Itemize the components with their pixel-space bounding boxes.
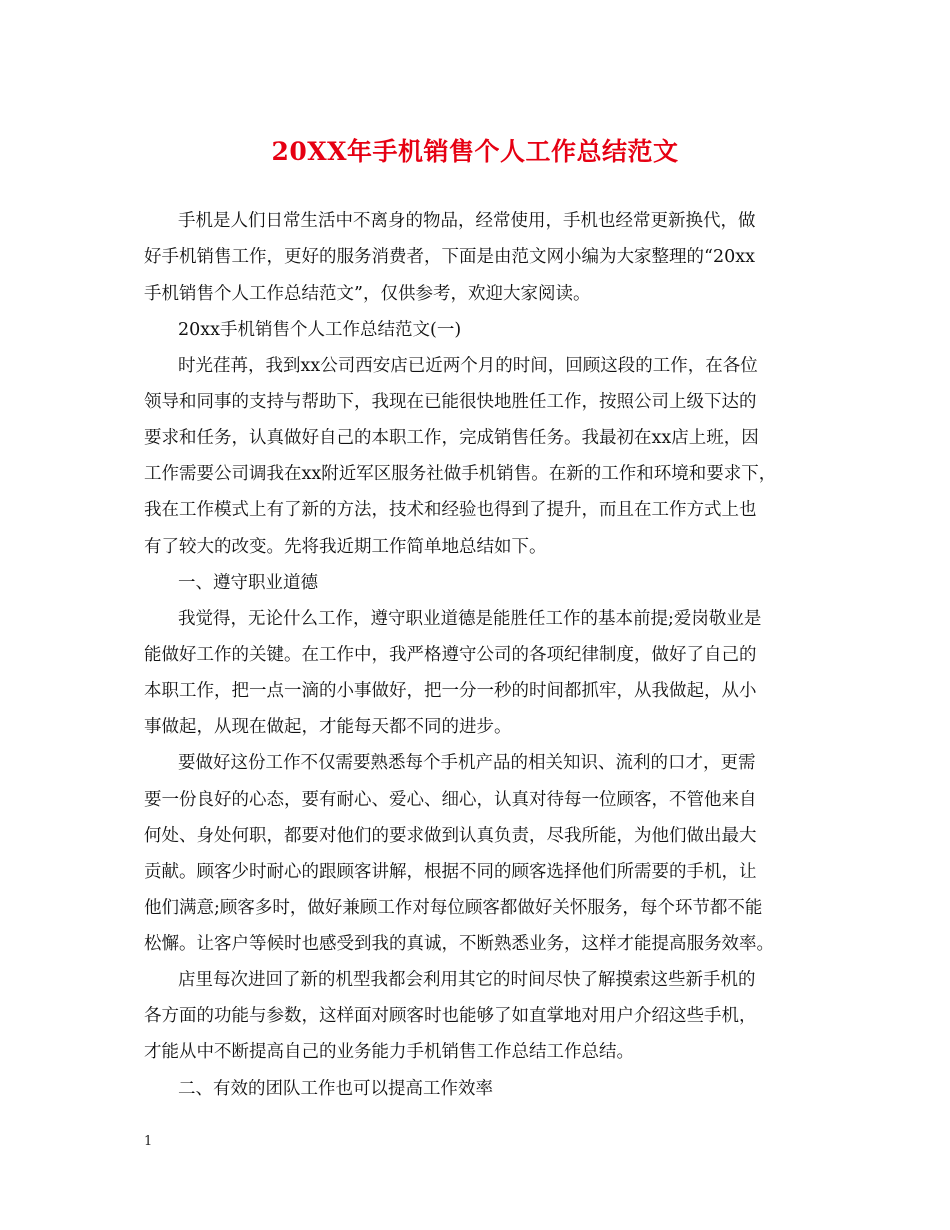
paragraph-line: 他们满意;顾客多时，做好兼顾工作对每位顾客都做好关怀服务，每个环节都不能 <box>144 898 763 918</box>
paragraph-line: 要做好这份工作不仅需要熟悉每个手机产品的相关知识、流利的口才，更需 <box>178 753 756 773</box>
paragraph-line: 手机是人们日常生活中不离身的物品，经常使用，手机也经常更新换代，做 <box>178 211 756 231</box>
paragraph-line: 何处、身处何职，都要对他们的要求做到认真负责，尽我所能，为他们做出最大 <box>144 826 757 846</box>
section-heading: 一、遵守职业道德 <box>178 573 318 593</box>
paragraph-line: 我觉得，无论什么工作，遵守职业道德是能胜任工作的基本前提;爱岗敬业是 <box>178 609 762 629</box>
paragraph-line: 手机销售个人工作总结范文”，仅供参考，欢迎大家阅读。 <box>144 284 591 304</box>
section-heading: 20xx手机销售个人工作总结范文(一) <box>178 320 462 340</box>
paragraph-line: 才能从中不断提高自己的业务能力手机销售工作总结工作总结。 <box>144 1042 634 1062</box>
paragraph-line: 要求和任务，认真做好自己的本职工作，完成销售任务。我最初在xx店上班，因 <box>144 428 759 448</box>
paragraph-line: 各方面的功能与参数，这样面对顾客时也能够了如直掌地对用户介绍这些手机， <box>144 1006 757 1026</box>
paragraph-line: 时光荏苒，我到xx公司西安店已近两个月的时间，回顾这段的工作，在各位 <box>178 356 758 376</box>
paragraph-line: 领导和同事的支持与帮助下，我现在已能很快地胜任工作，按照公司上级下达的 <box>144 392 757 412</box>
paragraph-line: 我在工作模式上有了新的方法，技术和经验也得到了提升，而且在工作方式上也 <box>144 500 757 520</box>
paragraph-line: 贡献。顾客少时耐心的跟顾客讲解，根据不同的顾客选择他们所需要的手机，让 <box>144 862 757 882</box>
paragraph-line: 事做起，从现在做起，才能每天都不同的进步。 <box>144 717 512 737</box>
section-heading: 二、有效的团队工作也可以提高工作效率 <box>178 1079 493 1099</box>
paragraph-line: 店里每次进回了新的机型我都会利用其它的时间尽快了解摸索这些新手机的 <box>178 970 756 990</box>
paragraph-line: 要一份良好的心态，要有耐心、爱心、细心，认真对待每一位顾客，不管他来自 <box>144 790 757 810</box>
paragraph-line: 松懈。让客户等候时也感受到我的真诚，不断熟悉业务，这样才能提高服务效率。 <box>144 934 774 954</box>
document-title: 20XX年手机销售个人工作总结范文 <box>271 137 679 166</box>
paragraph-line: 好手机销售工作，更好的服务消费者，下面是由范文网小编为大家整理的“20xx <box>144 247 755 267</box>
paragraph-line: 本职工作，把一点一滴的小事做好，把一分一秒的时间都抓牢，从我做起，从小 <box>144 681 757 701</box>
paragraph-line: 能做好工作的关键。在工作中，我严格遵守公司的各项纪律制度，做好了自己的 <box>144 645 757 665</box>
page-number: 1 <box>144 1134 153 1149</box>
paragraph-line: 有了较大的改变。先将我近期工作简单地总结如下。 <box>144 537 547 557</box>
paragraph-line: 工作需要公司调我在xx附近军区服务社做手机销售。在新的工作和环境和要求下， <box>144 464 777 484</box>
